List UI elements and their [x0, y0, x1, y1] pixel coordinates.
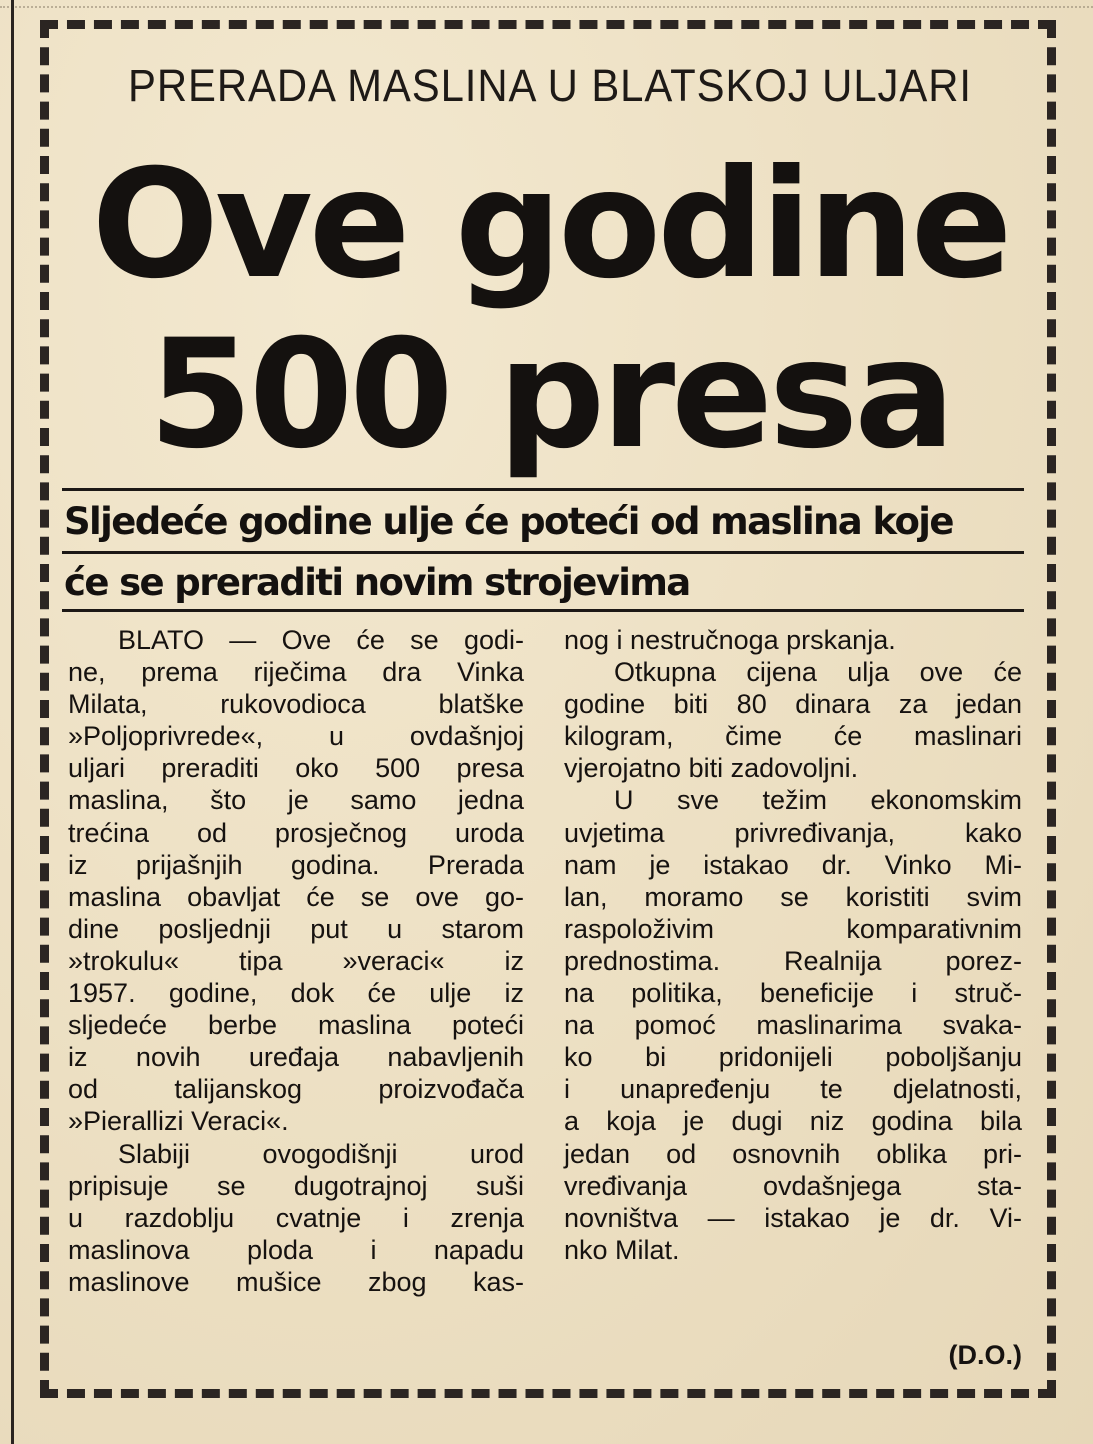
subhead-line-2: će se preraditi novim strojevima [64, 561, 690, 604]
text-line: u razdoblju cvatnje i zrenja [68, 1202, 524, 1233]
text-line: novništva — istakao je dr. Vi- [564, 1202, 1022, 1233]
subhead-line-1: Sljedeće godine ulje će poteći od maslina koje [64, 500, 953, 543]
subhead-top-rule [62, 488, 1024, 491]
text-line: lan, moramo se koristiti svim [564, 881, 1022, 912]
kicker: PRERADA MASLINA U BLATSKOJ ULJARI [128, 60, 972, 111]
text-line: U sve težim ekonomskim [614, 785, 1022, 816]
text-line: uvjetima privređivanja, kako [564, 817, 1022, 848]
text-line: prednostima. Realnija porez- [564, 945, 1022, 976]
text-line: maslinove mušice zbog kas- [68, 1266, 524, 1297]
column-rule [11, 0, 14, 1444]
text-line: Slabiji ovogodišnji urod [118, 1138, 524, 1169]
text-line: »trokulu« tipa »veraci« iz [68, 945, 524, 976]
text-line: Milata, rukovodioca blatške [68, 689, 524, 720]
text-line: uljari preraditi oko 500 presa [68, 753, 524, 784]
text-line: nog i nestručnoga prskanja. [564, 625, 896, 655]
text-line: na politika, beneficije i struč- [564, 978, 1022, 1009]
text-line: vređivanja ovdašnjega sta- [564, 1170, 1022, 1201]
text-line: BLATO — Ove će se godi- [118, 625, 524, 655]
text-line: »Pierallizi Veraci«. [68, 1106, 289, 1137]
text-line: dine posljednji put u starom [68, 913, 524, 944]
text-line: maslina obavljat će se ove go- [68, 881, 524, 912]
body-column-2 [564, 624, 1022, 1266]
headline-line-2: 500 presa [148, 308, 952, 482]
text-line: vjerojatno biti zadovoljni. [564, 753, 859, 784]
text-line: kilogram, čime će maslinari [564, 721, 1022, 752]
text-line: Otkupna cijena ulja ove će [614, 657, 1022, 688]
text-line: »Poljoprivrede«, u ovdašnjoj [68, 721, 524, 752]
text-line: jedan od osnovnih oblika pri- [564, 1138, 1022, 1169]
headline [60, 140, 1040, 480]
subhead-bottom-rule [62, 609, 1024, 612]
headline-line-1: Ove godine [91, 138, 1009, 312]
text-line: iz prijašnjih godina. Prerada [68, 849, 524, 880]
text-line: od talijanskog proizvođača [68, 1074, 524, 1105]
text-line: 1957. godine, dok će ulje iz [68, 978, 524, 1009]
text-line: pripisuje se dugotrajnoj suši [68, 1170, 524, 1201]
text-line: raspoloživim komparativnim [564, 913, 1022, 944]
text-line: a koja je dugi niz godina bila [564, 1106, 1022, 1137]
text-line: trećina od prosječnog uroda [68, 817, 524, 848]
body-column-1 [68, 624, 524, 1298]
text-line: maslinova ploda i napadu [68, 1234, 524, 1265]
text-line: na pomoć maslinarima svaka- [564, 1010, 1022, 1041]
author-signature: (D.O.) [948, 1340, 1022, 1370]
text-line: nam je istakao dr. Vinko Mi- [564, 849, 1022, 880]
text-line: maslina, što je samo jedna [68, 785, 524, 816]
previous-article-edge [0, 0, 1093, 8]
subhead-middle-rule [62, 551, 1024, 554]
text-line: iz novih uređaja nabavljenih [68, 1042, 524, 1073]
text-line: ko bi pridonijeli poboljšanju [564, 1042, 1022, 1073]
text-line: godine biti 80 dinara za jedan [564, 689, 1022, 720]
text-line: i unapređenju te djelatnosti, [564, 1074, 1022, 1105]
text-line: sljedeće berbe maslina poteći [68, 1010, 524, 1041]
text-line: ne, prema riječima dra Vinka [68, 657, 524, 688]
text-line: nko Milat. [564, 1234, 680, 1265]
